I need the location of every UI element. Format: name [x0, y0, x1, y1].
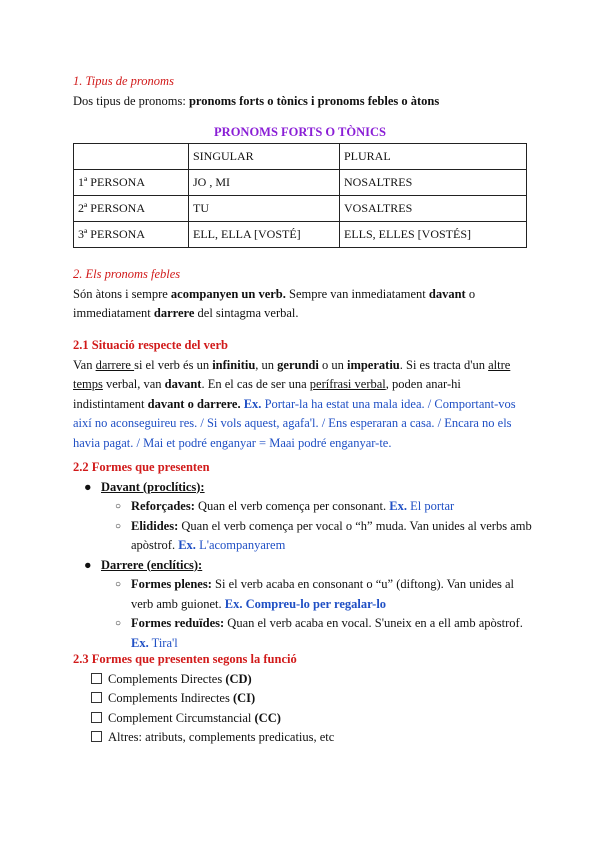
table-cell: VOSALTRES — [340, 196, 527, 222]
section-2-2-heading: 2.2 Formes que presenten — [73, 460, 210, 474]
section-2-2 — [73, 458, 533, 653]
table-cell: NOSALTRES — [340, 170, 527, 196]
section-1 — [73, 72, 533, 111]
circle-bullet-icon: ○ — [115, 579, 122, 590]
table-header-cell: SINGULAR — [189, 144, 340, 170]
checklist-item: Complement Circumstancial (CC) — [73, 709, 533, 729]
example-label: Ex. — [243, 396, 262, 411]
checkbox-icon[interactable] — [91, 673, 102, 684]
section-2-heading: 2. Els pronoms febles — [73, 267, 181, 281]
forms-list — [73, 478, 533, 654]
list-item-davant: ● Davant (proclítics): — [73, 478, 533, 498]
table-header-cell — [74, 144, 189, 170]
table-cell: ELL, ELLA [VOSTÉ] — [189, 222, 340, 248]
checklist-item: Complements Directes (CD) — [73, 670, 533, 690]
table-cell: ELLS, ELLES [VOSTÉS] — [340, 222, 527, 248]
table-header-cell: PLURAL — [340, 144, 527, 170]
table-row — [74, 170, 527, 196]
section-2-1 — [73, 336, 533, 453]
table-header-row — [74, 144, 527, 170]
section-1-intro: Dos tipus de pronoms: pronoms forts o tònics i pronoms febles o àtons — [73, 93, 440, 108]
section-2 — [73, 265, 533, 324]
section-2-3 — [73, 650, 533, 748]
checklist-item: Complements Indirectes (CI) — [73, 689, 533, 709]
list-item-darrere: ● Darrere (enclítics): — [73, 556, 533, 576]
checkbox-icon[interactable] — [91, 712, 102, 723]
section-2-3-heading: 2.3 Formes que presenten segons la funció — [73, 652, 297, 666]
section-2-paragraph: Són àtons i sempre acompanyen un verb. Sempre van inmediatament davant o immediatament darrere del sintagma verbal. — [73, 286, 476, 320]
table-cell: JO , MI — [189, 170, 340, 196]
pronouns-table — [73, 143, 527, 248]
circle-bullet-icon: ○ — [115, 501, 122, 512]
example-text: Portar-la ha estat una mala idea. / Comportant-vos així no aconseguireu res. / Si vols aquest, agafa'l. / Ens esperaran a casa. / Encara no els havia pagat. / Mai et podré enganyar = Maai podré enganyar-te. — [73, 396, 516, 450]
checkbox-icon[interactable] — [91, 692, 102, 703]
list-item-plenes: ○ Formes plenes: Si el verb acaba en consonant o “u” (diftong). Van unides al verb amb guionet. Ex. Compreu-lo per regalar-lo — [115, 577, 514, 611]
table-row — [74, 222, 527, 248]
section-2-1-heading: 2.1 Situació respecte del verb — [73, 338, 228, 352]
checkbox-icon[interactable] — [91, 731, 102, 742]
list-item-reduides: ○ Formes reduïdes: Quan el verb acaba en vocal. S'uneix en a ell amb apòstrof. Ex. Tira'l — [115, 616, 523, 650]
table-title: PRONOMS FORTS O TÒNICS — [214, 125, 386, 139]
table-cell: 1ª PERSONA — [74, 170, 189, 196]
section-2-1-paragraph: Van darrere si el verb és un infinitiu, un gerundi o un imperatiu. Si es tracta d'un altre temps verbal, van davant. En el cas de ser una perífrasi verbal, poden anar-hi indistintament davant o darrere. Ex. Portar-la ha estat una mala idea. / Comportant-vos així no aconseguireu res. / Si vols aquest, agafa'l. / Ens esperaran a casa. / Encara no els havia pagat. / Mai et podré enganyar = Maai podré enganyar-te. — [73, 357, 516, 450]
list-item-reforcades: ○ Reforçades: Quan el verb comença per consonant. Ex. El portar — [73, 497, 533, 517]
table-row — [74, 196, 527, 222]
list-item-elidides: ○ Elidides: Quan el verb comença per vocal o “h” muda. Van unides al verbs amb apòstrof. Ex. L'acompanyarem — [115, 518, 532, 552]
circle-bullet-icon: ○ — [115, 618, 122, 629]
table-cell: 3ª PERSONA — [74, 222, 189, 248]
table-cell: 2ª PERSONA — [74, 196, 189, 222]
bullet-icon: ● — [84, 557, 92, 572]
checklist-item: Altres: atributs, complements predicatius, etc — [73, 728, 533, 748]
table-cell: TU — [189, 196, 340, 222]
bullet-icon: ● — [84, 479, 92, 494]
section-1-heading: 1. Tipus de pronoms — [73, 74, 174, 88]
circle-bullet-icon: ○ — [115, 520, 122, 532]
